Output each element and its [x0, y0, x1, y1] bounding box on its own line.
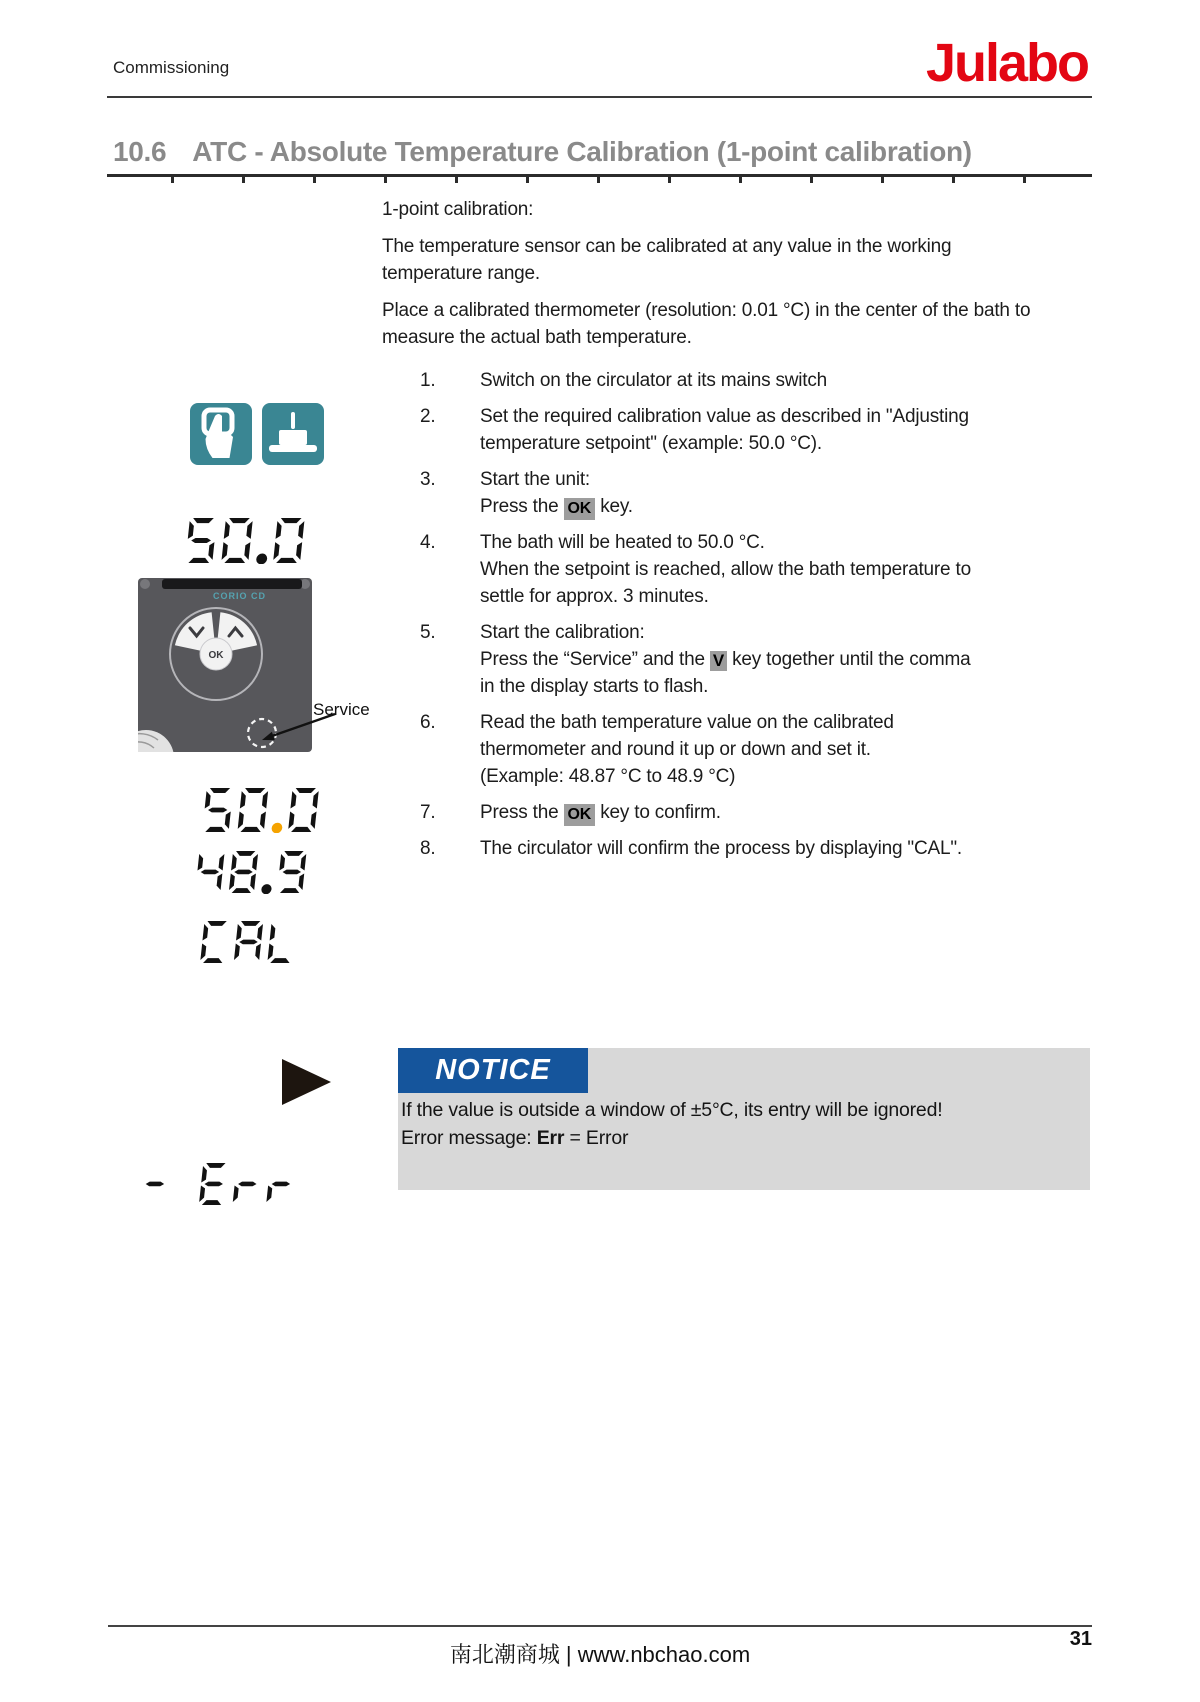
- step-number: 1.: [420, 370, 436, 391]
- step-number: 3.: [420, 469, 436, 490]
- step-text: The bath will be heated to 50.0 °C. When the setpoint is reached, allow the bath temperature to settle for approx. 3 minutes.: [480, 532, 971, 607]
- notice-box: [398, 1048, 1090, 1190]
- step-number: 6.: [420, 712, 436, 733]
- step-item: [382, 619, 1050, 700]
- panel-brand-text: CORIO CD: [213, 591, 266, 601]
- press-button-icon: [190, 403, 252, 465]
- footer-site-text: 南北潮商城 | www.nbchao.com: [449, 1642, 751, 1667]
- step-text: The circulator will confirm the process by displaying "CAL".: [480, 838, 962, 859]
- step-text: Press the OK key to confirm.: [480, 799, 1050, 826]
- display-actual-48-9: [193, 851, 317, 894]
- step-number: 8.: [420, 838, 436, 859]
- section-title-rule: [107, 174, 1092, 186]
- step-item: [382, 529, 1050, 610]
- footer-rule: [108, 1625, 1092, 1627]
- step-item: [382, 367, 1050, 394]
- service-arrow: [250, 700, 350, 750]
- section-title: [113, 136, 1103, 168]
- ok-key-label: OK: [208, 650, 224, 661]
- header-rule: [107, 96, 1092, 98]
- julabo-logo: Julabo: [925, 33, 1088, 93]
- display-err: [138, 1163, 306, 1206]
- panel-screw: [140, 579, 150, 589]
- step-text: Set the required calibration value as described in "Adjusting temperature setpoint" (example: 50.0 °C).: [480, 406, 969, 454]
- error-code: Err: [536, 1127, 565, 1149]
- page-number: 31: [1069, 1628, 1092, 1650]
- step-text: Start the unit: Press the OK key.: [480, 466, 1050, 520]
- intro-line-3: Place a calibrated thermometer (resolution: 0.01 °C) in the center of the bath to measure the actual bath temperature.: [382, 300, 1031, 348]
- display-setpoint-flashing-comma: [200, 788, 330, 833]
- header-section-label: Commissioning: [113, 58, 230, 77]
- mains-switch-icon: [262, 403, 324, 465]
- step-item: [382, 709, 1050, 790]
- pointer-triangle-icon: [282, 1059, 331, 1105]
- step-number: 5.: [420, 622, 436, 643]
- step-item: [382, 466, 1050, 520]
- ok-key-badge: OK: [564, 498, 596, 520]
- step-text: Read the bath temperature value on the calibrated thermometer and round it up or down and set it. (Example: 48.87 °C to 48.9 °C): [480, 712, 894, 787]
- step-number: 4.: [420, 532, 436, 553]
- numbered-steps-list: [382, 367, 1050, 862]
- display-setpoint-50-0: [183, 518, 316, 564]
- service-label: Service: [313, 700, 370, 719]
- step-item: [382, 799, 1050, 826]
- section-title-text: ATC - Absolute Temperature Calibration (1-point calibration): [192, 136, 972, 167]
- step-item: [382, 403, 1050, 457]
- notice-line-2: Error message: Err = Error: [401, 1127, 629, 1149]
- ok-key-badge: OK: [564, 804, 596, 826]
- notice-body: [401, 1096, 1087, 1152]
- notice-header: [398, 1048, 588, 1093]
- display-cal: [198, 921, 308, 964]
- step-text: Start the calibration: Press the “Service” and the V key together until the comma in the display starts to flash.: [480, 622, 971, 697]
- notice-line-1: If the value is outside a window of ±5°C, its entry will be ignored!: [401, 1099, 943, 1121]
- step-number: 7.: [420, 802, 436, 823]
- step-item: [382, 835, 1050, 862]
- panel-display-strip: [162, 579, 302, 589]
- section-number: 10.6: [113, 136, 167, 167]
- body-text-column: [382, 196, 1050, 871]
- intro-line-2: The temperature sensor can be calibrated at any value in the working temperature range.: [382, 236, 952, 284]
- down-key-badge: V: [710, 651, 727, 671]
- notice-title: NOTICE: [435, 1054, 551, 1086]
- step-number: 2.: [420, 406, 436, 427]
- step-text: Switch on the circulator at its mains switch: [480, 370, 828, 391]
- intro-line-1: 1-point calibration:: [382, 199, 534, 220]
